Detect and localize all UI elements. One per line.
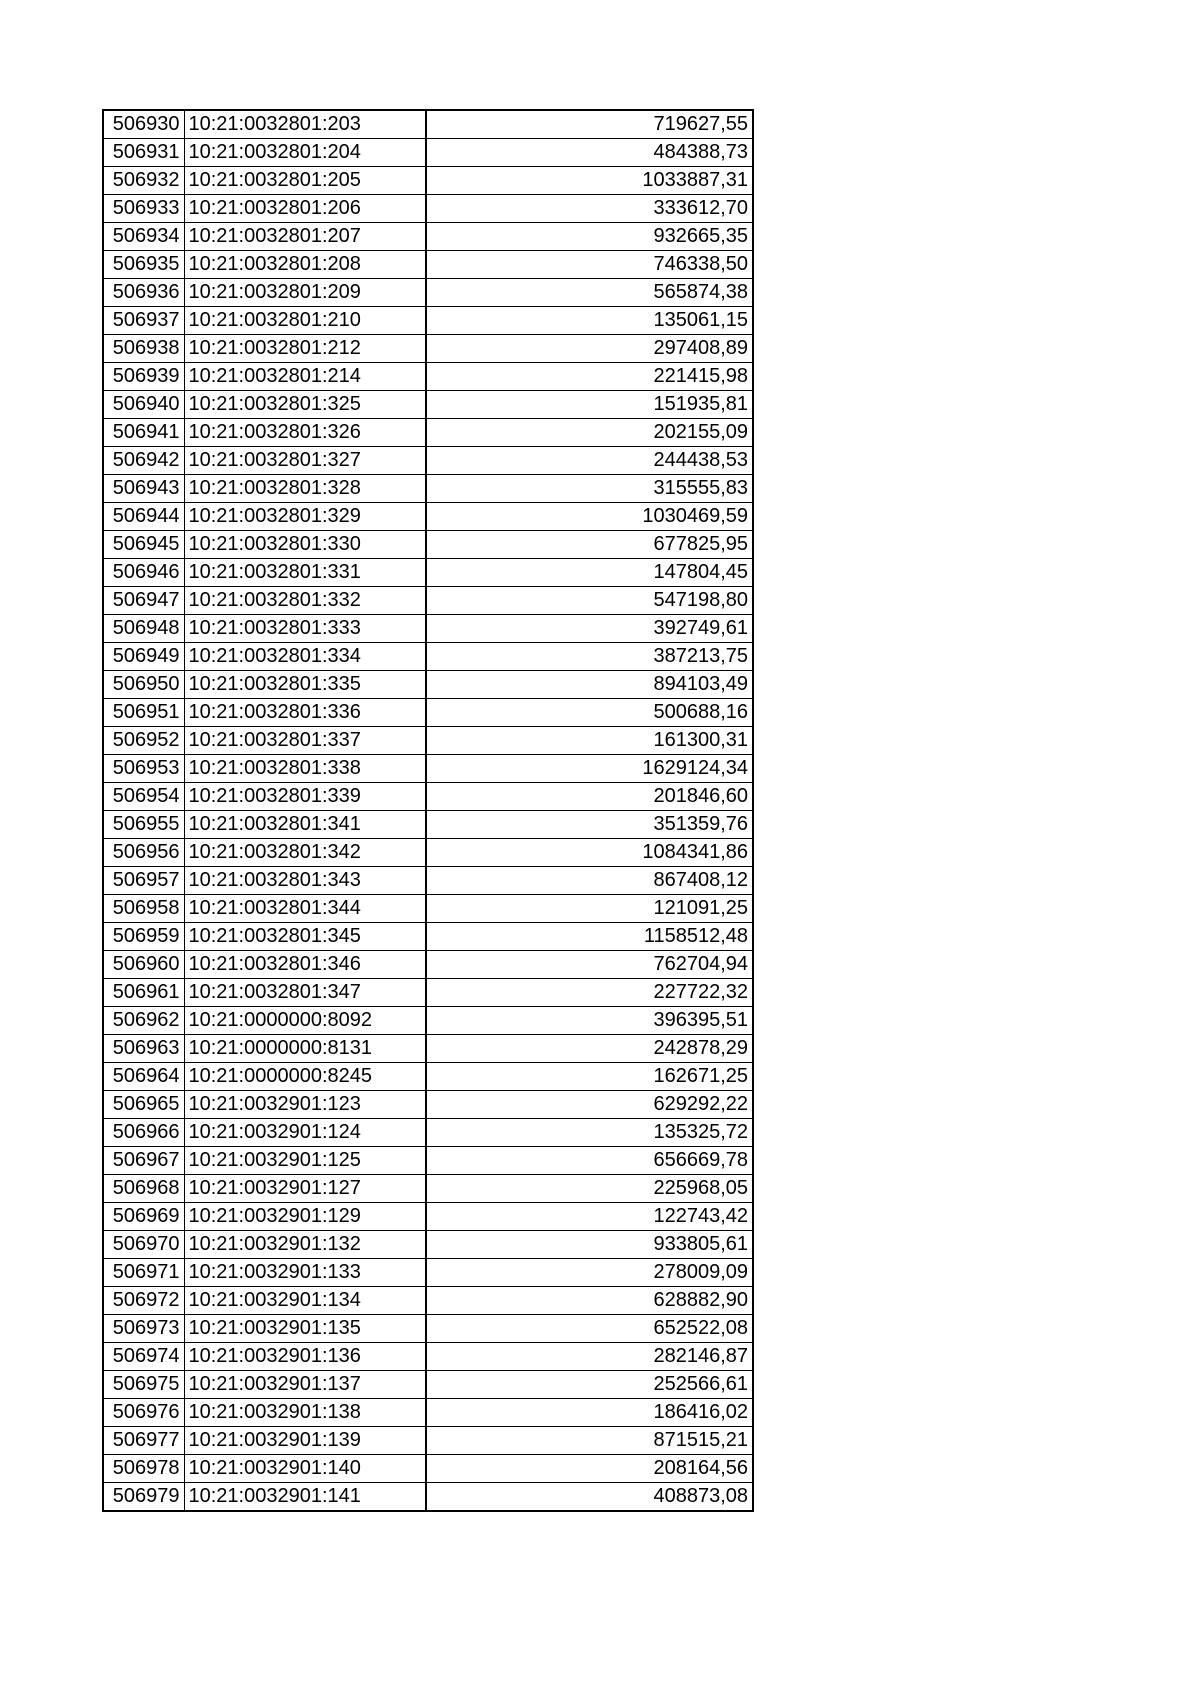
cadastral-number-cell: 10:21:0000000:8245 [184, 1063, 426, 1091]
table-row [103, 195, 753, 223]
table-body [103, 110, 753, 1511]
row-id-cell: 506943 [103, 475, 184, 503]
table-row [103, 559, 753, 587]
cadastral-number-cell: 10:21:0032901:125 [184, 1147, 426, 1175]
table-row [103, 1147, 753, 1175]
cadastral-number-cell: 10:21:0032901:132 [184, 1231, 426, 1259]
cadastral-number-cell: 10:21:0032801:347 [184, 979, 426, 1007]
table-row [103, 867, 753, 895]
value-cell: 147804,45 [426, 559, 753, 587]
value-cell: 932665,35 [426, 223, 753, 251]
row-id-cell: 506976 [103, 1399, 184, 1427]
row-id-cell: 506946 [103, 559, 184, 587]
cadastral-number-cell: 10:21:0032901:137 [184, 1371, 426, 1399]
cadastral-number-cell: 10:21:0032901:123 [184, 1091, 426, 1119]
row-id-cell: 506959 [103, 923, 184, 951]
row-id-cell: 506947 [103, 587, 184, 615]
value-cell: 227722,32 [426, 979, 753, 1007]
table-row [103, 1063, 753, 1091]
cadastral-number-cell: 10:21:0000000:8131 [184, 1035, 426, 1063]
cadastral-number-cell: 10:21:0032801:203 [184, 110, 426, 139]
table-row [103, 1203, 753, 1231]
cadastral-number-cell: 10:21:0032801:333 [184, 615, 426, 643]
row-id-cell: 506974 [103, 1343, 184, 1371]
row-id-cell: 506948 [103, 615, 184, 643]
value-cell: 867408,12 [426, 867, 753, 895]
row-id-cell: 506931 [103, 139, 184, 167]
cadastral-number-cell: 10:21:0032801:205 [184, 167, 426, 195]
value-cell: 629292,22 [426, 1091, 753, 1119]
table-row [103, 1315, 753, 1343]
table-row [103, 699, 753, 727]
cadastral-value-table [102, 109, 754, 1512]
cadastral-number-cell: 10:21:0032901:139 [184, 1427, 426, 1455]
row-id-cell: 506970 [103, 1231, 184, 1259]
row-id-cell: 506969 [103, 1203, 184, 1231]
value-cell: 1158512,48 [426, 923, 753, 951]
row-id-cell: 506973 [103, 1315, 184, 1343]
table-row [103, 783, 753, 811]
value-cell: 500688,16 [426, 699, 753, 727]
value-cell: 484388,73 [426, 139, 753, 167]
row-id-cell: 506934 [103, 223, 184, 251]
value-cell: 656669,78 [426, 1147, 753, 1175]
cadastral-number-cell: 10:21:0032801:346 [184, 951, 426, 979]
value-cell: 719627,55 [426, 110, 753, 139]
value-cell: 135061,15 [426, 307, 753, 335]
table-row [103, 335, 753, 363]
table-row [103, 1259, 753, 1287]
cadastral-number-cell: 10:21:0032801:214 [184, 363, 426, 391]
row-id-cell: 506966 [103, 1119, 184, 1147]
table-row [103, 391, 753, 419]
table-row [103, 1343, 753, 1371]
cadastral-number-cell: 10:21:0032901:127 [184, 1175, 426, 1203]
table-row [103, 979, 753, 1007]
row-id-cell: 506944 [103, 503, 184, 531]
value-cell: 387213,75 [426, 643, 753, 671]
value-cell: 1084341,86 [426, 839, 753, 867]
table-row [103, 1175, 753, 1203]
cadastral-number-cell: 10:21:0032901:136 [184, 1343, 426, 1371]
cadastral-number-cell: 10:21:0032801:212 [184, 335, 426, 363]
cadastral-number-cell: 10:21:0032801:328 [184, 475, 426, 503]
table-row [103, 475, 753, 503]
value-cell: 677825,95 [426, 531, 753, 559]
table-row [103, 615, 753, 643]
table-row [103, 1287, 753, 1315]
row-id-cell: 506950 [103, 671, 184, 699]
cadastral-number-cell: 10:21:0032801:331 [184, 559, 426, 587]
cadastral-number-cell: 10:21:0032801:327 [184, 447, 426, 475]
cadastral-number-cell: 10:21:0032801:206 [184, 195, 426, 223]
table-row [103, 839, 753, 867]
table-row [103, 279, 753, 307]
value-cell: 221415,98 [426, 363, 753, 391]
table-row [103, 1483, 753, 1512]
cadastral-number-cell: 10:21:0032901:133 [184, 1259, 426, 1287]
table-row [103, 419, 753, 447]
table-row [103, 923, 753, 951]
value-cell: 351359,76 [426, 811, 753, 839]
cadastral-number-cell: 10:21:0032901:129 [184, 1203, 426, 1231]
value-cell: 408873,08 [426, 1483, 753, 1512]
table-row [103, 1371, 753, 1399]
table-row [103, 1091, 753, 1119]
cadastral-number-cell: 10:21:0032801:334 [184, 643, 426, 671]
row-id-cell: 506949 [103, 643, 184, 671]
row-id-cell: 506936 [103, 279, 184, 307]
value-cell: 1629124,34 [426, 755, 753, 783]
table-row [103, 363, 753, 391]
value-cell: 121091,25 [426, 895, 753, 923]
value-cell: 151935,81 [426, 391, 753, 419]
table-row [103, 1399, 753, 1427]
row-id-cell: 506939 [103, 363, 184, 391]
row-id-cell: 506968 [103, 1175, 184, 1203]
value-cell: 871515,21 [426, 1427, 753, 1455]
value-cell: 628882,90 [426, 1287, 753, 1315]
value-cell: 161300,31 [426, 727, 753, 755]
cadastral-number-cell: 10:21:0032801:208 [184, 251, 426, 279]
value-cell: 242878,29 [426, 1035, 753, 1063]
value-cell: 652522,08 [426, 1315, 753, 1343]
table-row [103, 251, 753, 279]
row-id-cell: 506978 [103, 1455, 184, 1483]
table-row [103, 951, 753, 979]
row-id-cell: 506953 [103, 755, 184, 783]
value-cell: 396395,51 [426, 1007, 753, 1035]
row-id-cell: 506938 [103, 335, 184, 363]
table-row [103, 1455, 753, 1483]
cadastral-number-cell: 10:21:0032801:338 [184, 755, 426, 783]
table-row [103, 755, 753, 783]
row-id-cell: 506955 [103, 811, 184, 839]
cadastral-number-cell: 10:21:0032901:140 [184, 1455, 426, 1483]
row-id-cell: 506960 [103, 951, 184, 979]
table-row [103, 811, 753, 839]
table-row [103, 110, 753, 139]
row-id-cell: 506940 [103, 391, 184, 419]
row-id-cell: 506972 [103, 1287, 184, 1315]
cadastral-number-cell: 10:21:0032901:134 [184, 1287, 426, 1315]
row-id-cell: 506979 [103, 1483, 184, 1512]
table-row [103, 447, 753, 475]
row-id-cell: 506933 [103, 195, 184, 223]
value-cell: 122743,42 [426, 1203, 753, 1231]
table-row [103, 1119, 753, 1147]
row-id-cell: 506952 [103, 727, 184, 755]
value-cell: 762704,94 [426, 951, 753, 979]
row-id-cell: 506971 [103, 1259, 184, 1287]
value-cell: 186416,02 [426, 1399, 753, 1427]
row-id-cell: 506937 [103, 307, 184, 335]
cadastral-number-cell: 10:21:0032801:335 [184, 671, 426, 699]
row-id-cell: 506977 [103, 1427, 184, 1455]
row-id-cell: 506964 [103, 1063, 184, 1091]
value-cell: 162671,25 [426, 1063, 753, 1091]
cadastral-number-cell: 10:21:0032901:141 [184, 1483, 426, 1512]
row-id-cell: 506957 [103, 867, 184, 895]
row-id-cell: 506941 [103, 419, 184, 447]
row-id-cell: 506975 [103, 1371, 184, 1399]
row-id-cell: 506965 [103, 1091, 184, 1119]
value-cell: 333612,70 [426, 195, 753, 223]
row-id-cell: 506932 [103, 167, 184, 195]
row-id-cell: 506963 [103, 1035, 184, 1063]
row-id-cell: 506956 [103, 839, 184, 867]
cadastral-number-cell: 10:21:0000000:8092 [184, 1007, 426, 1035]
table-row [103, 1427, 753, 1455]
cadastral-number-cell: 10:21:0032801:344 [184, 895, 426, 923]
value-cell: 225968,05 [426, 1175, 753, 1203]
value-cell: 547198,80 [426, 587, 753, 615]
value-cell: 297408,89 [426, 335, 753, 363]
value-cell: 282146,87 [426, 1343, 753, 1371]
cadastral-number-cell: 10:21:0032801:210 [184, 307, 426, 335]
table-row [103, 223, 753, 251]
value-cell: 894103,49 [426, 671, 753, 699]
value-cell: 565874,38 [426, 279, 753, 307]
cadastral-number-cell: 10:21:0032801:341 [184, 811, 426, 839]
cadastral-number-cell: 10:21:0032801:339 [184, 783, 426, 811]
row-id-cell: 506961 [103, 979, 184, 1007]
value-cell: 392749,61 [426, 615, 753, 643]
value-cell: 746338,50 [426, 251, 753, 279]
table-row [103, 1035, 753, 1063]
cadastral-number-cell: 10:21:0032901:135 [184, 1315, 426, 1343]
cadastral-number-cell: 10:21:0032901:138 [184, 1399, 426, 1427]
cadastral-number-cell: 10:21:0032801:329 [184, 503, 426, 531]
cadastral-number-cell: 10:21:0032801:336 [184, 699, 426, 727]
table-row [103, 307, 753, 335]
value-cell: 202155,09 [426, 419, 753, 447]
table-row [103, 671, 753, 699]
table-row [103, 139, 753, 167]
row-id-cell: 506958 [103, 895, 184, 923]
cadastral-number-cell: 10:21:0032801:207 [184, 223, 426, 251]
value-cell: 252566,61 [426, 1371, 753, 1399]
cadastral-number-cell: 10:21:0032801:325 [184, 391, 426, 419]
value-cell: 1030469,59 [426, 503, 753, 531]
value-cell: 933805,61 [426, 1231, 753, 1259]
cadastral-number-cell: 10:21:0032801:330 [184, 531, 426, 559]
cadastral-number-cell: 10:21:0032801:204 [184, 139, 426, 167]
cadastral-number-cell: 10:21:0032801:345 [184, 923, 426, 951]
row-id-cell: 506935 [103, 251, 184, 279]
cadastral-number-cell: 10:21:0032801:209 [184, 279, 426, 307]
row-id-cell: 506954 [103, 783, 184, 811]
cadastral-number-cell: 10:21:0032801:343 [184, 867, 426, 895]
row-id-cell: 506967 [103, 1147, 184, 1175]
table-row [103, 503, 753, 531]
value-cell: 1033887,31 [426, 167, 753, 195]
cadastral-number-cell: 10:21:0032801:342 [184, 839, 426, 867]
value-cell: 201846,60 [426, 783, 753, 811]
table-row [103, 643, 753, 671]
cadastral-number-cell: 10:21:0032801:326 [184, 419, 426, 447]
table-row [103, 167, 753, 195]
table-row [103, 727, 753, 755]
row-id-cell: 506962 [103, 1007, 184, 1035]
cadastral-number-cell: 10:21:0032901:124 [184, 1119, 426, 1147]
row-id-cell: 506951 [103, 699, 184, 727]
table-row [103, 1007, 753, 1035]
cadastral-number-cell: 10:21:0032801:332 [184, 587, 426, 615]
value-cell: 208164,56 [426, 1455, 753, 1483]
value-cell: 278009,09 [426, 1259, 753, 1287]
row-id-cell: 506945 [103, 531, 184, 559]
table-row [103, 531, 753, 559]
value-cell: 315555,83 [426, 475, 753, 503]
table-row [103, 587, 753, 615]
cadastral-number-cell: 10:21:0032801:337 [184, 727, 426, 755]
table-row [103, 1231, 753, 1259]
row-id-cell: 506942 [103, 447, 184, 475]
value-cell: 135325,72 [426, 1119, 753, 1147]
table-row [103, 895, 753, 923]
value-cell: 244438,53 [426, 447, 753, 475]
row-id-cell: 506930 [103, 110, 184, 139]
